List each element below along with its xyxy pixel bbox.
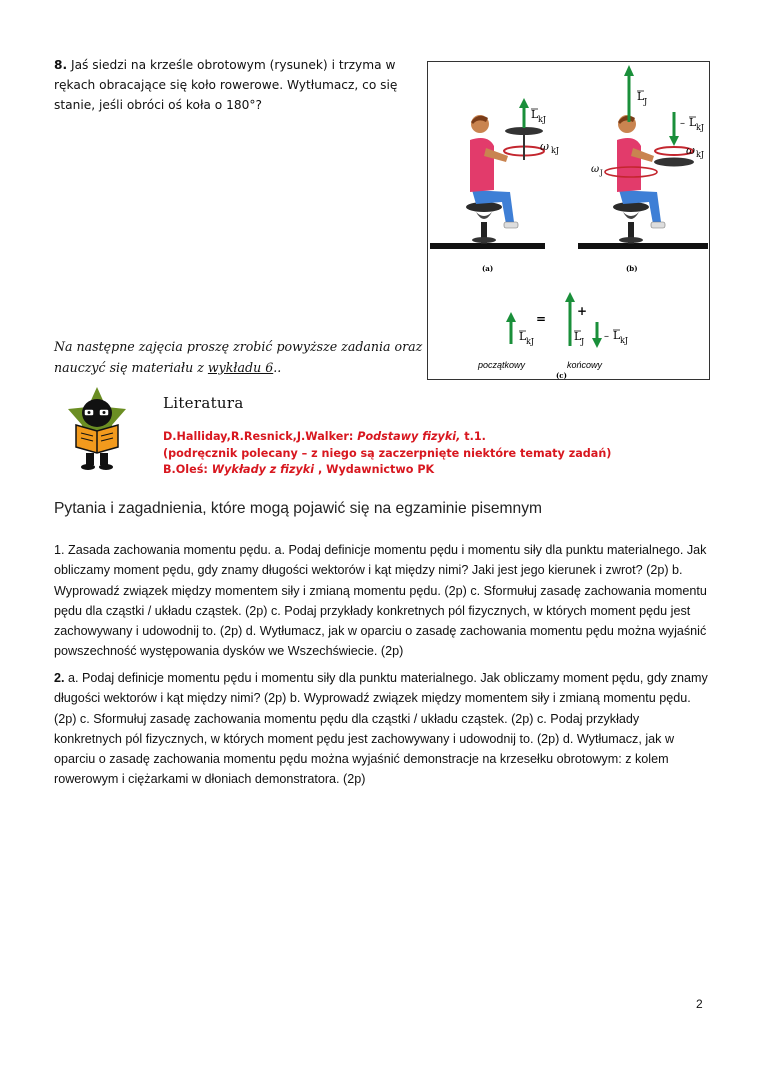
- label-omega-sub-J: J: [600, 169, 603, 177]
- literature-references: [163, 429, 723, 479]
- label-omega-J: ω: [591, 164, 600, 175]
- reader-icon: [66, 387, 128, 471]
- floor-a: [430, 243, 545, 249]
- question-1: 1. Zasada zachowania momentu pędu. a. Podaj definicje momentu pędu i momentu siły dla punktu materialnego. Jak obliczamy moment pędu, gdy znamy długości wektorów i kąt między nimi? Jaki jest jego kierunek i zwrot? (2p) b. Wyprowadź związek między momentem siły i zmianą momentu pędu. (2p) c. Sformułuj zasadę zachowania momentu pędu dla cząstki / układu cząstek. (2p) c. Podaj przykłady konkretnych pól fizycznych, w których moment pędu jest zachowywany i udowodnij to. (2p) d. Wytłumacz, jak w oparciu o zasadę zachowania momentu pędu można wyjaśnić powszechność występowania dysków we Wszechświecie. (2p): [54, 543, 707, 659]
- reference-1-authors: D.Halliday,R.Resnick,J.Walker:: [163, 430, 358, 443]
- homework-note: [54, 336, 424, 378]
- label-sub-kJ-a: kJ: [538, 115, 547, 124]
- label-L-kJ-c1: L: [519, 330, 527, 343]
- label-equals: =: [536, 312, 547, 326]
- reference-2-title: Wykłady z fizyki: [211, 463, 315, 476]
- label-L-kJ-c2: L: [613, 329, 621, 342]
- reference-2-author: B.Oleś:: [163, 463, 212, 476]
- label-plus: +: [577, 304, 588, 318]
- question-2: [54, 668, 710, 790]
- panel-c-label: (c): [556, 371, 567, 380]
- panel-b: [578, 65, 708, 273]
- question-2-number: 2.: [54, 671, 65, 685]
- label-omega-sub-kJ-b: kJ: [696, 150, 705, 159]
- label-initial: początkowy: [478, 360, 526, 370]
- task-8: [54, 55, 419, 115]
- label-omega-sub-kJ-a: kJ: [551, 146, 560, 155]
- label-minus-c: –: [604, 331, 609, 342]
- panel-a-label: (a): [482, 264, 494, 273]
- label-minus-b: –: [680, 118, 685, 129]
- floor-b: [578, 243, 708, 249]
- reference-1-note: (podręcznik polecany – z niego są zaczerpnięte niektóre tematy zadań): [163, 446, 612, 460]
- task-8-number: 8.: [54, 58, 68, 72]
- panel-a: [430, 98, 559, 273]
- note-text: Na następne zajęcia proszę zrobić powyższe zadania oraz nauczyć się materiału z: [54, 339, 423, 375]
- reference-1-title: Podstawy fizyki,: [357, 430, 461, 443]
- label-L-kJ-a: L: [531, 108, 539, 121]
- label-L-J-c: L: [574, 330, 582, 343]
- panel-c: [477, 292, 628, 380]
- question-2-text: a. Podaj definicje momentu pędu i momentu siły dla punktu materialnego. Jak obliczamy moment pędu, gdy znamy długości wektorów i kąt między nimi? (2p) b. Wyprowadź związek między momentem siły i zmianą momentu pędu. (2p) c. Sformułuj zasadę zachowania momentu pędu dla cząstki / układu cząstek. (2p) c. Podaj przykłady konkretnych pól fizycznych, w których moment pędu jest zachowywany i udowodnij to. (2p) d. Wytłumacz, jak w oparciu o zasadę zachowania momentu pędu można wyjaśnić demonstracje na krzesełku obrotowym: z kolem rowerowym i ciężarkami w dłoniach demonstratora. (2p): [54, 671, 708, 787]
- panel-b-label: (b): [626, 264, 638, 273]
- exam-questions-title: Pytania i zagadnienia, które mogą pojawić się na egzaminie pisemnym: [54, 500, 542, 517]
- label-omega-kJ-b: ω: [686, 144, 695, 157]
- reference-2: [163, 462, 723, 479]
- label-omega-kJ-a: ω: [540, 140, 549, 153]
- label-sub-J: J: [644, 97, 648, 106]
- label-L-J: L: [637, 90, 645, 103]
- task-8-text: Jaś siedzi na krześle obrotowym (rysunek) i trzyma w rękach obracające się koło rowerowe. Wytłumacz, co się stanie, jeśli obróci oś koła o 180°?: [54, 58, 398, 112]
- page-number: 2: [696, 997, 703, 1011]
- label-sub-kJ-c2: kJ: [620, 336, 629, 345]
- literature-heading: Literatura: [163, 394, 244, 412]
- label-sub-kJ-b: kJ: [696, 123, 705, 132]
- note-end: ..: [273, 360, 282, 375]
- lecture-link[interactable]: wykładu 6: [207, 360, 274, 375]
- label-sub-J-c: J: [581, 337, 585, 346]
- label-final: końcowy: [567, 360, 603, 370]
- label-L-kJ-b: L: [689, 116, 697, 129]
- reference-1: [163, 429, 723, 446]
- reference-2-publisher: , Wydawnictwo PK: [314, 463, 435, 476]
- reference-1-volume: t.1.: [460, 430, 486, 443]
- rotating-chair-figure: [427, 61, 710, 380]
- label-sub-kJ-c1: kJ: [526, 337, 535, 346]
